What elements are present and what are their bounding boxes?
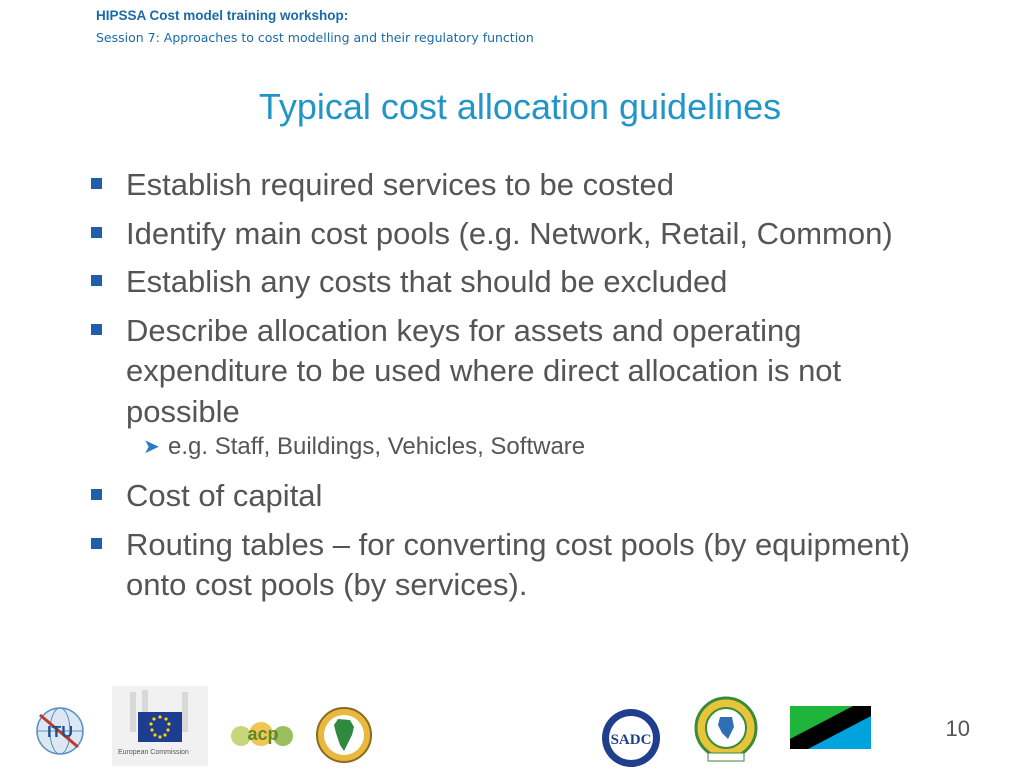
sadc-logo-text: SADC bbox=[610, 732, 652, 748]
bullet-text: Establish required services to be costed bbox=[126, 167, 674, 202]
square-bullet-icon bbox=[91, 227, 102, 238]
bullet-text: Routing tables – for converting cost pools (by equipment) onto cost pools (by services). bbox=[126, 526, 911, 602]
eac-emblem bbox=[690, 695, 762, 765]
session-title: Session 7: Approaches to cost modelling and their regulatory function bbox=[96, 30, 534, 45]
bullet-item bbox=[88, 525, 958, 606]
tanzania-flag bbox=[790, 706, 871, 749]
sadc-logo bbox=[600, 707, 662, 769]
bullet-text: Identify main cost pools (e.g. Network, Retail, Common) bbox=[126, 215, 893, 251]
itu-logo-text: ITU bbox=[47, 724, 73, 741]
footer-logos bbox=[0, 680, 1024, 768]
eu-commission-logo bbox=[112, 686, 208, 766]
slide-title: Typical cost allocation guidelines bbox=[258, 86, 782, 127]
sub-bullet-item bbox=[88, 432, 958, 462]
bullet-item bbox=[88, 262, 958, 303]
square-bullet-icon bbox=[91, 489, 102, 500]
square-bullet-icon bbox=[91, 538, 102, 549]
bullet-list bbox=[88, 165, 958, 614]
african-union-emblem bbox=[312, 705, 376, 765]
acp-logo-text: acp bbox=[247, 724, 279, 744]
sub-bullet-text: e.g. Staff, Buildings, Vehicles, Software bbox=[168, 433, 586, 460]
arrow-bullet-icon: ➤ bbox=[143, 436, 160, 458]
square-bullet-icon bbox=[91, 178, 102, 189]
bullet-item bbox=[88, 214, 958, 255]
bullet-text: Describe allocation keys for assets and operating expenditure to be used where direct allocation is not possible bbox=[126, 312, 842, 429]
bullet-text: Cost of capital bbox=[126, 478, 323, 513]
bullet-item bbox=[88, 476, 958, 517]
page-number: 10 bbox=[945, 716, 970, 741]
workshop-title: HIPSSA Cost model training workshop: bbox=[96, 8, 349, 23]
bullet-text: Establish any costs that should be excluded bbox=[126, 264, 728, 299]
square-bullet-icon bbox=[91, 324, 102, 335]
acp-logo bbox=[228, 708, 298, 754]
itu-logo bbox=[34, 705, 86, 757]
bullet-item bbox=[88, 165, 958, 206]
eu-logo-text: European Commission bbox=[118, 749, 189, 756]
bullet-item bbox=[88, 311, 958, 433]
square-bullet-icon bbox=[91, 275, 102, 286]
